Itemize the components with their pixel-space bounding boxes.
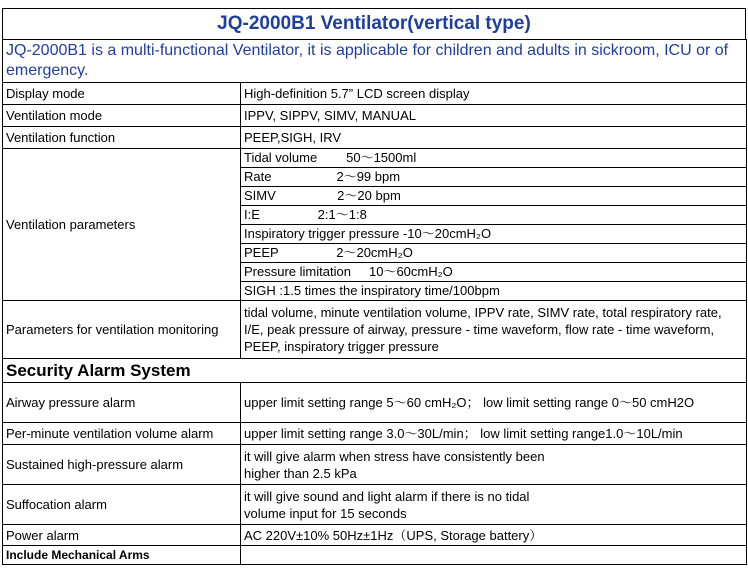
- param-trigger-pressure: Inspiratory trigger pressure -10～20cmH₂O: [241, 225, 747, 244]
- high-pressure-alarm-label: Sustained high-pressure alarm: [3, 445, 241, 485]
- airway-pressure-alarm-value: upper limit setting range 5～60 cmH₂O； low limit setting range 0～50 cmH2O: [241, 383, 747, 423]
- param-tidal-volume: Tidal volume 50～1500ml: [241, 149, 747, 168]
- param-peep: PEEP 2～20cmH₂O: [241, 244, 747, 263]
- suffocation-alarm-label: Suffocation alarm: [3, 485, 241, 525]
- high-pressure-alarm-value: it will give alarm when stress have consistently been higher than 2.5 kPa: [241, 445, 747, 485]
- spec-sheet: [2, 8, 746, 565]
- param-rate: Rate 2～99 bpm: [241, 168, 747, 187]
- param-sigh: SIGH :1.5 times the inspiratory time/100bpm: [241, 282, 747, 301]
- security-alarm-heading: Security Alarm System: [3, 359, 747, 383]
- display-mode-value: High-definition 5.7” LCD screen display: [241, 83, 747, 105]
- param-pressure-limitation: Pressure limitation 10～60cmH₂O: [241, 263, 747, 282]
- ventilation-function-value: PEEP,SIGH, IRV: [241, 127, 747, 149]
- minute-volume-alarm-label: Per-minute ventilation volume alarm: [3, 423, 241, 445]
- monitoring-label: Parameters for ventilation monitoring: [3, 301, 241, 359]
- intro-text: JQ-2000B1 is a multi-functional Ventilator, it is applicable for children and adults in sickroom, ICU or of emergency.: [3, 40, 747, 83]
- ventilation-function-label: Ventilation function: [3, 127, 241, 149]
- airway-pressure-alarm-label: Airway pressure alarm: [3, 383, 241, 423]
- power-alarm-value: AC 220V±10% 50Hz±1Hz（UPS, Storage battery）: [241, 525, 747, 546]
- ventilation-mode-label: Ventilation mode: [3, 105, 241, 127]
- ventilation-parameters-label: Ventilation parameters: [3, 149, 241, 301]
- mechanical-arms-label: Include Mechanical Arms: [3, 546, 241, 565]
- suffocation-alarm-value: it will give sound and light alarm if there is no tidal volume input for 15 seconds: [241, 485, 747, 525]
- power-alarm-label: Power alarm: [3, 525, 241, 546]
- page-title: JQ-2000B1 Ventilator(vertical type): [2, 8, 746, 39]
- monitoring-value: tidal volume, minute ventilation volume, IPPV rate, SIMV rate, total respiratory rate, I/E, peak pressure of airway, pressure - time waveform, flow rate - time waveform, PEEP, inspiratory trigger pressure: [241, 301, 747, 359]
- param-simv: SIMV 2～20 bpm: [241, 187, 747, 206]
- mechanical-arms-value: [241, 546, 747, 565]
- param-ie: I:E 2:1～1:8: [241, 206, 747, 225]
- spec-table: [2, 39, 747, 565]
- minute-volume-alarm-value: upper limit setting range 3.0～30L/min； low limit setting range1.0～10L/min: [241, 423, 747, 445]
- ventilation-mode-value: IPPV, SIPPV, SIMV, MANUAL: [241, 105, 747, 127]
- display-mode-label: Display mode: [3, 83, 241, 105]
